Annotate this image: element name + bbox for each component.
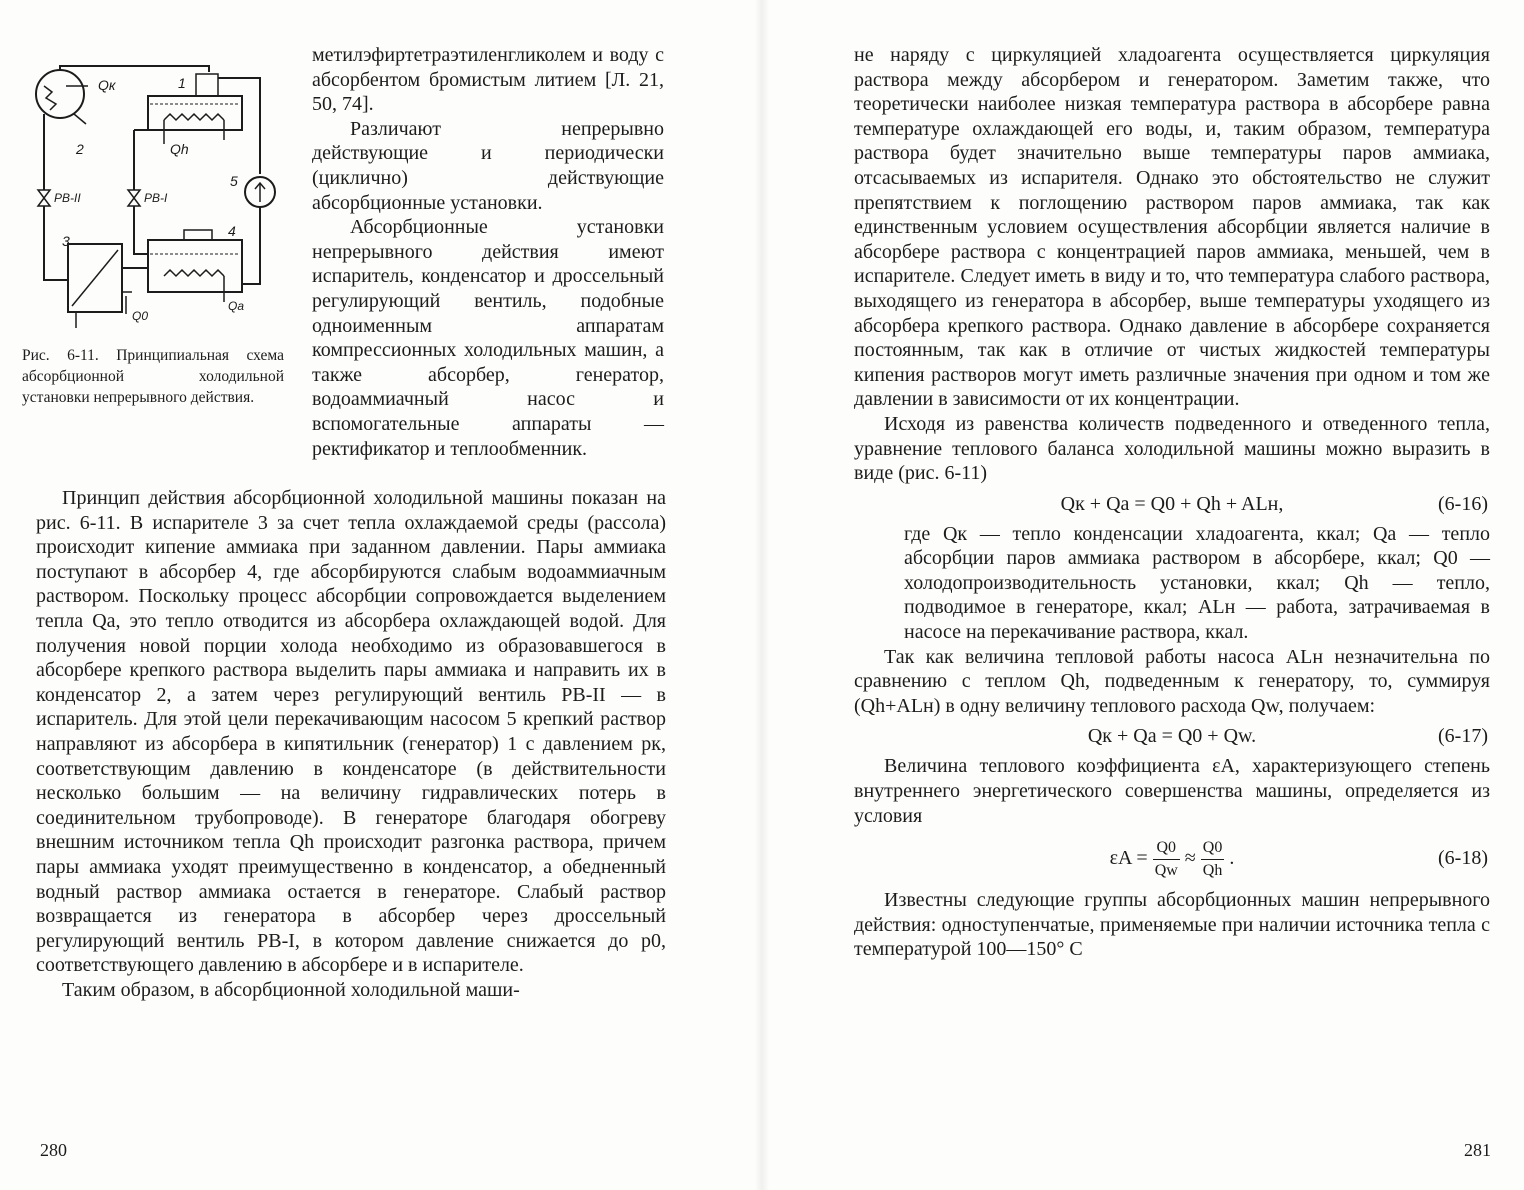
label-4: 4 <box>228 223 236 239</box>
label-3: 3 <box>62 233 70 249</box>
main-text <box>36 486 666 1002</box>
fraction-denominator: Qh <box>1202 862 1223 880</box>
fraction <box>1201 837 1225 882</box>
label-1: 1 <box>178 75 186 91</box>
narrow-column <box>312 43 664 461</box>
fraction <box>1153 837 1180 882</box>
label-qa: Qa <box>228 299 245 313</box>
paragraph: не наряду с циркуляцией хладоагента осуществляется циркуляция раствора между абсорбером и генератором. Заметим также, что теоретически наиболее низкая температура раствора в абсорбере равна температуре охлаждающей его воды, и, таким образом, температура раствора будет значительно выше температуры паров аммиака, отсасываемых из испарителя. Однако это обстоятельство не служит препятствием к поглощению раствором паров аммиака, так как единственным условием осуществления абсорбции является наличие в абсорбере раствора с концентрацией паров аммиака, меньшей, чем в испарителе. Следует иметь в виду и то, что температура слабого раствора, выходящего из генератора в абсорбер, выше температуры уходящего из абсорбера крепкого раствора. Однако давление в абсорбере сохраняется постоянным, так как в отличие от чистых жидкостей температуры кипения растворов могут иметь различные значения при одном и том же давлении в зависимости от их концентрации. <box>854 44 1490 411</box>
fraction-numerator: Q0 <box>1201 837 1225 860</box>
paragraph: Так как величина тепловой работы насоса ALн незначительна по сравнению с теплом Qh, подведенным к генератору, то, суммируя (Qh+ALн) в одну величину теплового расхода Qw, получаем: <box>854 645 1490 717</box>
paragraph: Известны следующие группы абсорбционных машин непрерывного действия: одноступенчатые, применяемые при наличии источника тепла с температурой 100—150° C <box>854 889 1490 961</box>
paragraph: Абсорбционные установки непрерывного действия имеют испаритель, конденсатор и дроссельный регулирующий вентиль, подобные одноименным аппаратам компрессионных холодильных машин, а также абсорбер, генератор, водоаммиачный насос и вспомогательные аппараты — ректификатор и теплообменник. <box>312 216 664 460</box>
paragraph: метилэфиртетраэтиленгликолем и воду с абсорбентом бромистым литием [Л. 21, 50, 74]. <box>312 44 664 116</box>
valve-rv2-icon <box>38 190 50 206</box>
absorption-machine-diagram <box>14 44 294 334</box>
equation-number: (6-17) <box>1438 725 1488 748</box>
equation-number: (6-16) <box>1438 492 1488 515</box>
equation-6-17 <box>854 718 1490 754</box>
equation-body: Qк + Qa = Q0 + Qw. <box>1087 725 1257 748</box>
absorber-icon <box>122 230 242 302</box>
page-number: 281 <box>1464 1140 1491 1160</box>
fraction-numerator: Q0 <box>1153 837 1180 860</box>
right-page <box>762 0 1524 1190</box>
eq18-lhs: εA = <box>1109 847 1148 870</box>
evaporator-icon <box>68 244 132 328</box>
fraction-denominator: Qw <box>1154 862 1178 880</box>
approx-sign: ≈ <box>1184 847 1196 870</box>
figure-caption: Рис. 6-11. Принципиальная схема абсорбционной холодильной установки непрерывного действия. <box>22 347 284 406</box>
label-qk: Qк <box>98 77 116 93</box>
paragraph: Исходя из равенства количеств подведенного и отведенного тепла, уравнение теплового баланса холодильной машины можно выразить в виде (рис. 6-11) <box>854 412 1490 485</box>
right-column <box>854 43 1490 962</box>
valve-rv1-icon <box>128 190 140 206</box>
paragraph: Величина теплового коэффициента εA, характеризующего степень внутреннего энергетического совершенства машины, определяется из условия <box>854 755 1490 827</box>
equation-body: Qк + Qa = Q0 + Qh + ALн, <box>1060 492 1284 515</box>
label-qh: Qh <box>170 141 189 157</box>
paragraph: Различают непрерывно действующие и периодически (циклично) действующие абсорбционные установки. <box>312 117 664 214</box>
label-rv1: РВ-I <box>144 191 168 205</box>
paragraph: Принцип действия абсорбционной холодильной машины показан на рис. 6-11. В испарителе 3 за счет тепла охлаждаемой среды (рассола) происходит кипение аммиака при заданном давлении. Пары аммиака поступают в абсорбер 4, где абсорбируются слабым водоаммиачным раствором. Поскольку процесс абсорбции сопровождается выделением тепла Qa, это тепло отводится из абсорбера охлаждающей водой. Для получения новой порции холода необходимо из образовавшегося в абсорбере крепкого раствора выделить пары аммиака и направить их в конденсатор 2, а затем через регулирующий вентиль РВ-II — в испаритель. Для этой цели перекачивающим насосом 5 крепкий раствор направляют из абсорбера в кипятильник (генератор) 1 с давлением pк, соответствующим давлению в конденсаторе (в действительности несколько большим — на величину гидравлических потерь в соединительном трубопроводе). В генераторе благодаря обогреву внешним источником тепла Qh происходит разгонка раствора, причем пары аммиака уходят преимущественно в конденсатор, а обедненный водный раствор аммиака остается в генераторе. Слабый раствор возвращается из генератора в абсорбер через дроссельный регулирующий вентиль РВ-I, в котором давление снижается до p0, соответствующего давлению в абсорбере и в испарителе. <box>36 487 666 977</box>
equation-body <box>854 828 1490 888</box>
label-5: 5 <box>230 173 238 189</box>
equation-6-16 <box>854 486 1490 522</box>
label-2: 2 <box>76 141 84 157</box>
eq18-dot: . <box>1229 847 1235 870</box>
equation-number: (6-18) <box>1438 847 1488 870</box>
equation-6-18 <box>854 828 1490 888</box>
page-number: 280 <box>40 1140 67 1160</box>
generator-icon <box>148 74 242 144</box>
where-clause: где Qк — тепло конденсации хладоагента, ккал; Qa — тепло абсорбции паров аммиака раствором в абсорбере, ккал; Q0 — холодопроизводительность установки, ккал; Qh — тепло, подводимое в генераторе, ккал; ALн — работа, затрачиваемая в насосе на перекачивание раствора, ккал. <box>904 522 1490 644</box>
label-rv2: РВ-II <box>54 191 81 205</box>
paragraph: Таким образом, в абсорбционной холодильной маши- <box>62 978 520 1001</box>
label-q0: Q0 <box>132 309 149 323</box>
pump-icon <box>245 177 275 207</box>
